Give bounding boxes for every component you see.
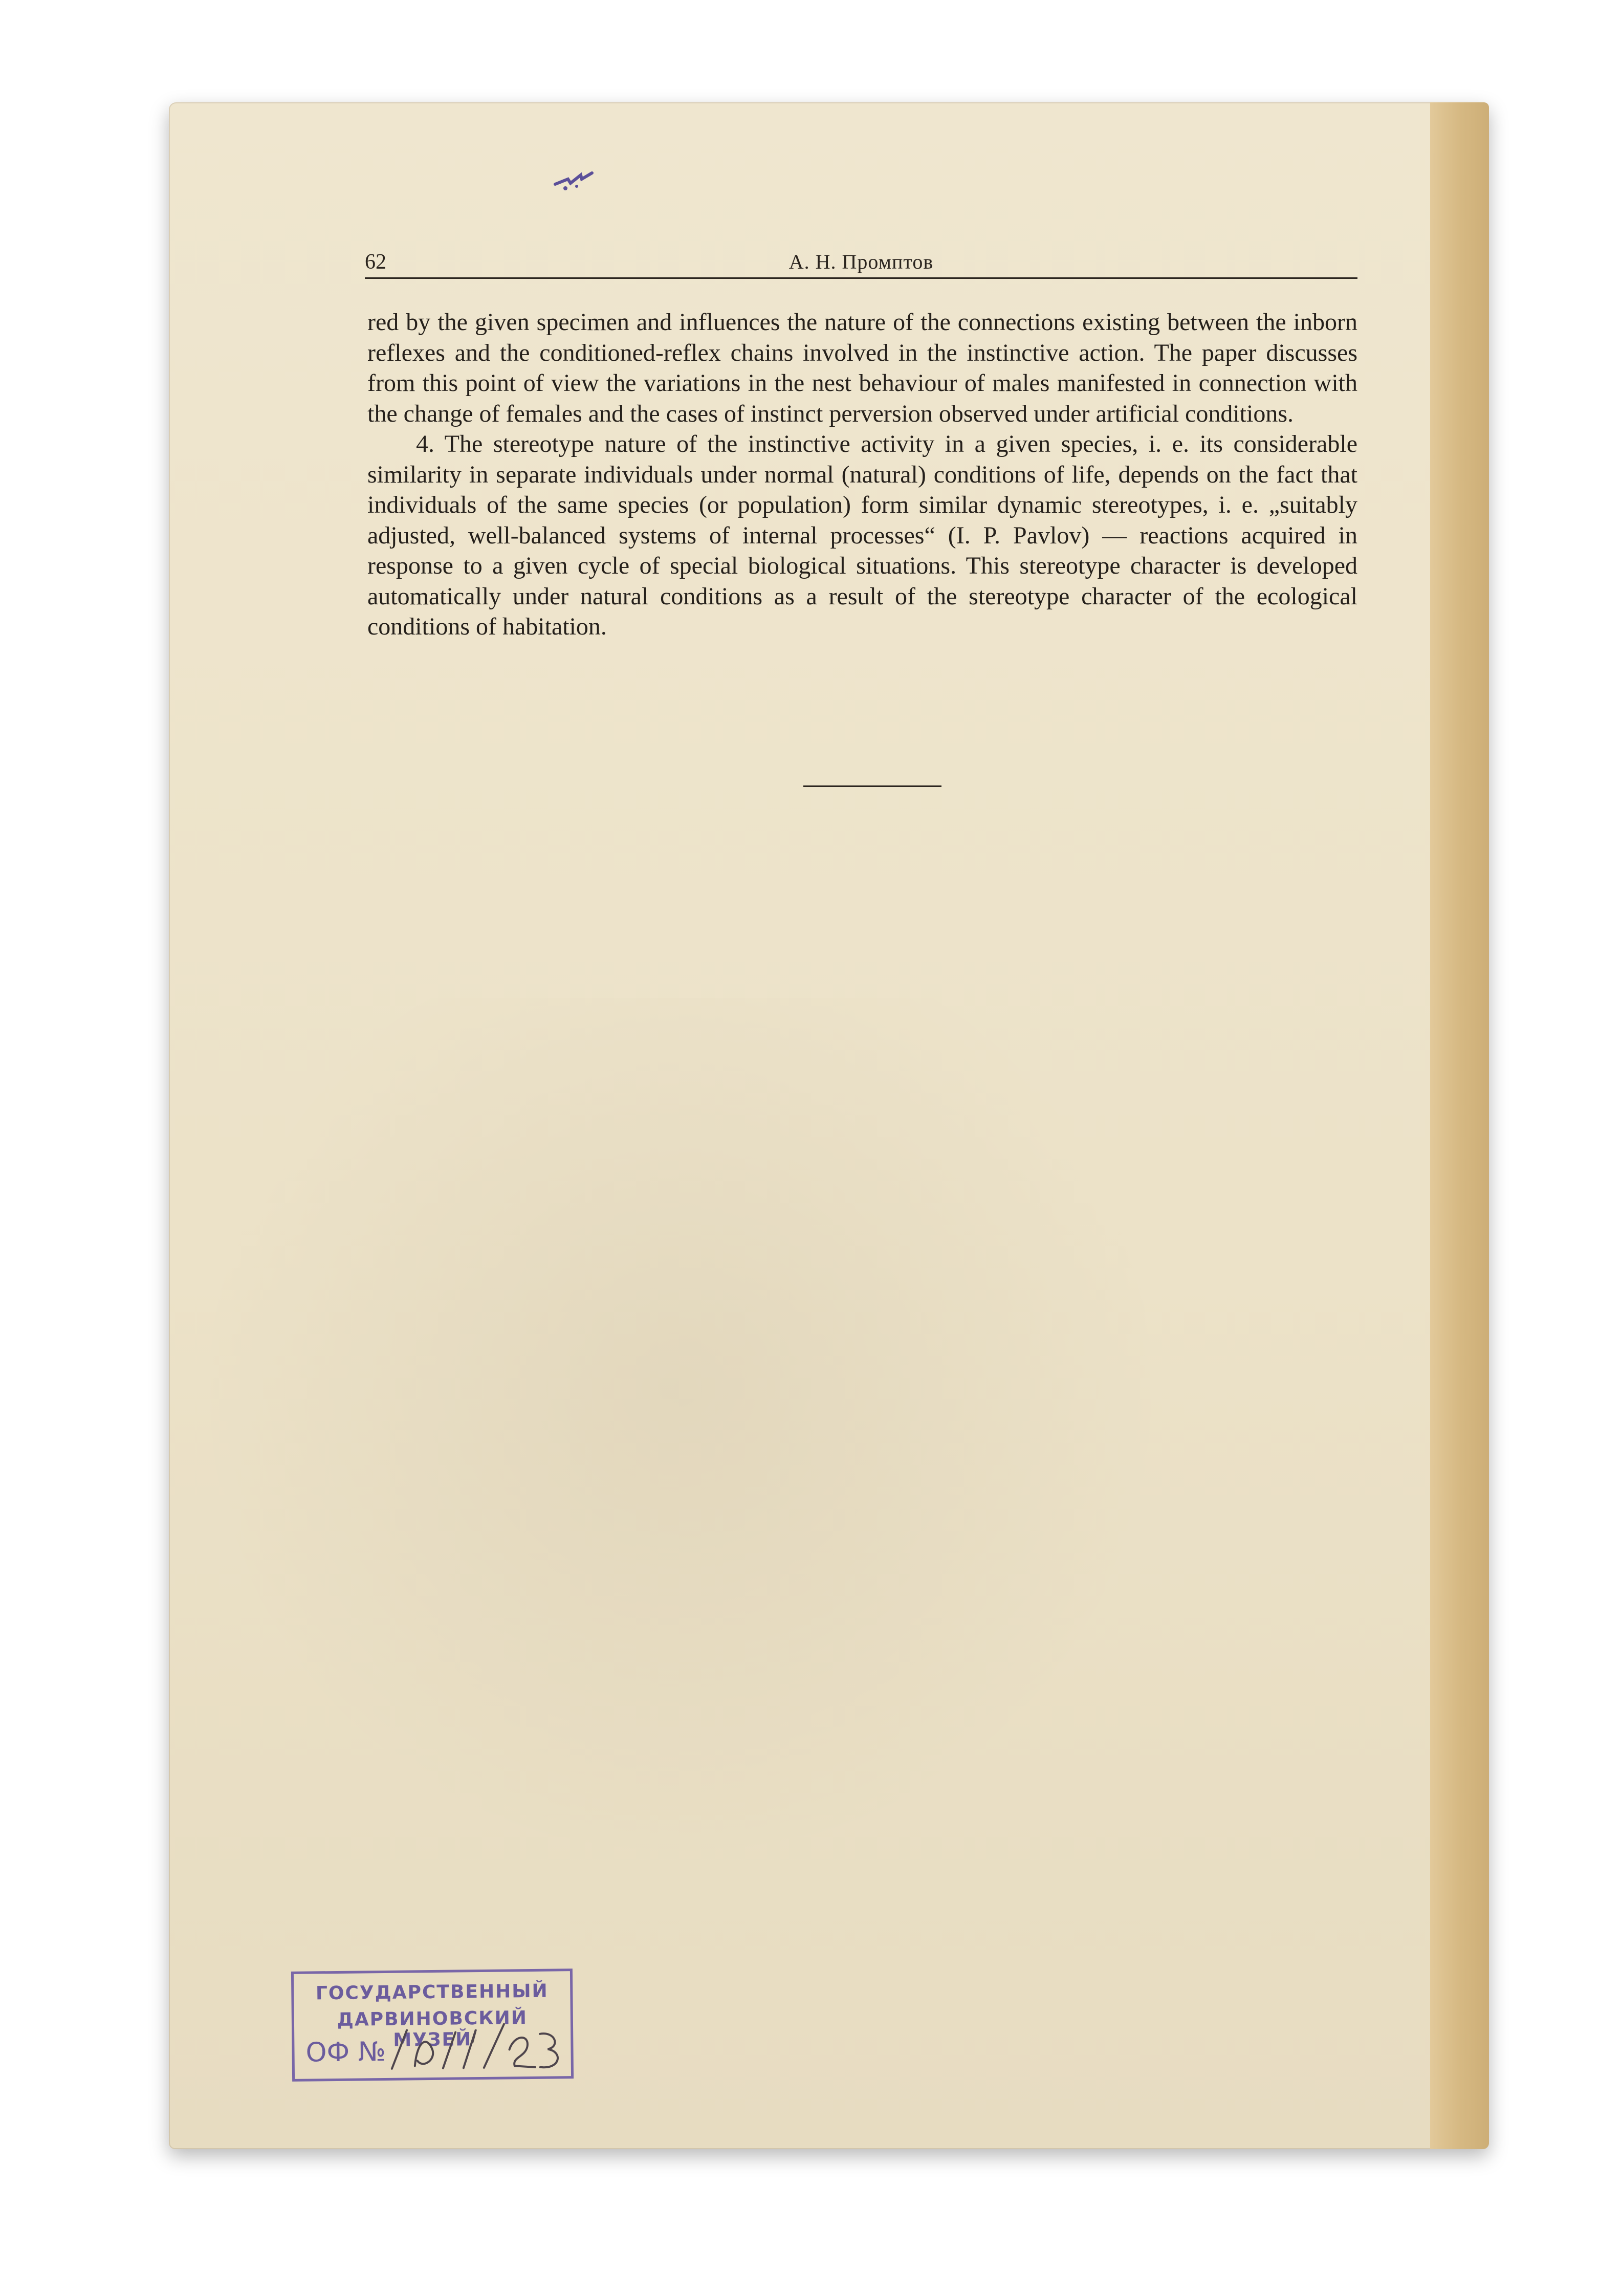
page-header [365, 246, 1357, 279]
section-rule [803, 785, 941, 787]
stamp-label: ОФ № [305, 2036, 386, 2068]
handwritten-number-icon [386, 2018, 571, 2076]
sheet-spine [1430, 102, 1489, 2149]
running-head: А. Н. Промптов [788, 250, 934, 273]
stamp-line: ГОСУДАРСТВЕННЫЙ [315, 1980, 549, 2004]
paragraph: 4. The stereotype nature of the instinctive activity in a given species, i. e. its considerable similarity in separate individuals under normal (natural) conditions of life, depends on the fact that individuals of the same species (or population) form similar dynamic stereotypes, i. e. „suitably adjusted, well-balanced systems of internal processes“ (I. P. Pavlov) — reactions acquired in response to a given cycle of special biological situations. This stereotype character is developed automatically under natural conditions as a result of the stereotype character of the ecological conditions of habitation. [367, 430, 1357, 640]
paragraph: red by the given specimen and influences the nature of the connections existing between the inborn reflexes and the conditioned-reflex chains involved in the instinctive action. The paper discusses from this point of view the variations in the nest behaviour of males manifested in connection with the change of females and the cases of instinct perversion observed under artificial conditions. [367, 309, 1357, 427]
stamp-line: ДАРВИНОВСКИЙ МУЗЕЙ [337, 2007, 528, 2051]
show-through-shadow [194, 998, 1167, 1868]
museum-stamp [291, 1969, 574, 2082]
body-text [367, 307, 1357, 642]
page-number: 62 [365, 250, 386, 274]
ink-blot-icon [550, 164, 596, 194]
